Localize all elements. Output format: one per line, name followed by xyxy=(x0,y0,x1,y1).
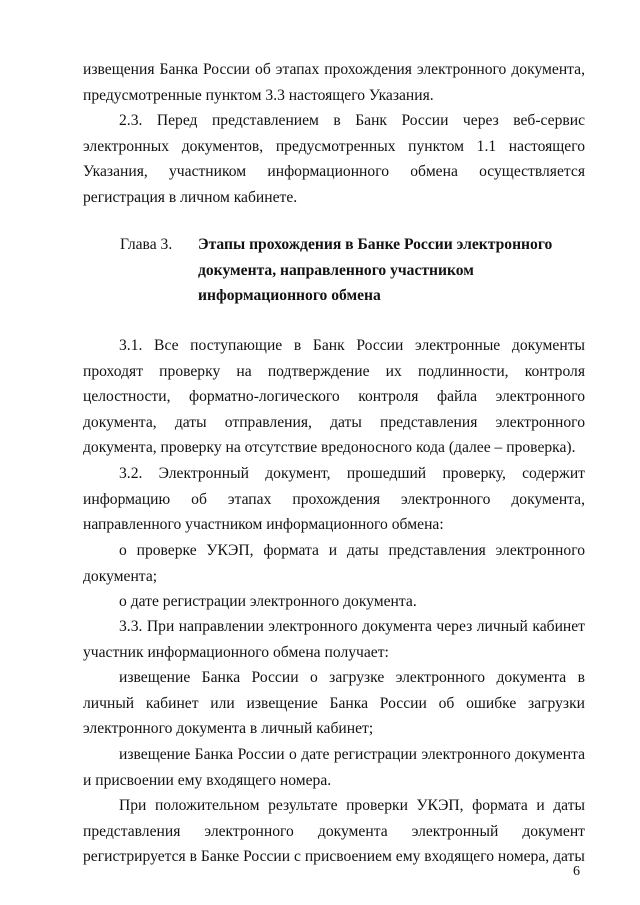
chapter-title-line-1: Этапы прохождения в Банке России электронного xyxy=(198,236,553,253)
list-item-ukep-check: о проверке УКЭП, формата и даты представления электронного документа; xyxy=(83,542,585,585)
chapter-title xyxy=(198,232,590,309)
chapter-title-line-3: информационного обмена xyxy=(198,287,381,305)
list-item-registration-notice: извещение Банка России о дате регистрации электронного документа и присвоении ему входящего номера. xyxy=(83,746,585,789)
paragraph-3-2: 3.2. Электронный документ, прошедший проверку, содержит информацию об этапах прохождения электронного документа, направленного участником информационного обмена: xyxy=(83,465,585,534)
paragraph-2-3: 2.3. Перед представлением в Банк России через веб-сервис электронных документов, предусмотренных пунктом 1.1 настоящего Указания, участником информационного обмена осуществляется регистрация в личном кабинете. xyxy=(83,112,585,206)
chapter-title-line-2: документа, направленного участником xyxy=(198,261,474,279)
paragraph-3-3: 3.3. При направлении электронного документа через личный кабинет участник информационного обмена получает: xyxy=(83,618,585,661)
chapter-label: Глава 3. xyxy=(120,236,173,253)
paragraph-positive-result: При положительном результате проверки УКЭП, формата и даты представления электронного документа электронный документ регистрируется в Банке России с присвоением ему входящего номера, даты xyxy=(83,797,585,866)
page-number: 6 xyxy=(573,864,580,879)
paragraph-notification-stages: извещения Банка России об этапах прохождения электронного документа, предусмотренные пунктом 3.3 настоящего Указания. xyxy=(83,61,585,104)
paragraph-3-1: 3.1. Все поступающие в Банк России электронные документы проходят проверку на подтверждение их подлинности, контроля целостности, форматно-логического контроля файла электронного документа, даты отправления, даты представления электронного документа, проверку на отсутствие вредоносного кода (далее – проверка). xyxy=(83,337,585,457)
list-item-registration-date: о дате регистрации электронного документа. xyxy=(119,593,417,610)
list-item-upload-notice: извещение Банка России о загрузке электронного документа в личный кабинет или извещение Банка России об ошибке загрузки электронного документа в личный кабинет; xyxy=(83,669,585,738)
